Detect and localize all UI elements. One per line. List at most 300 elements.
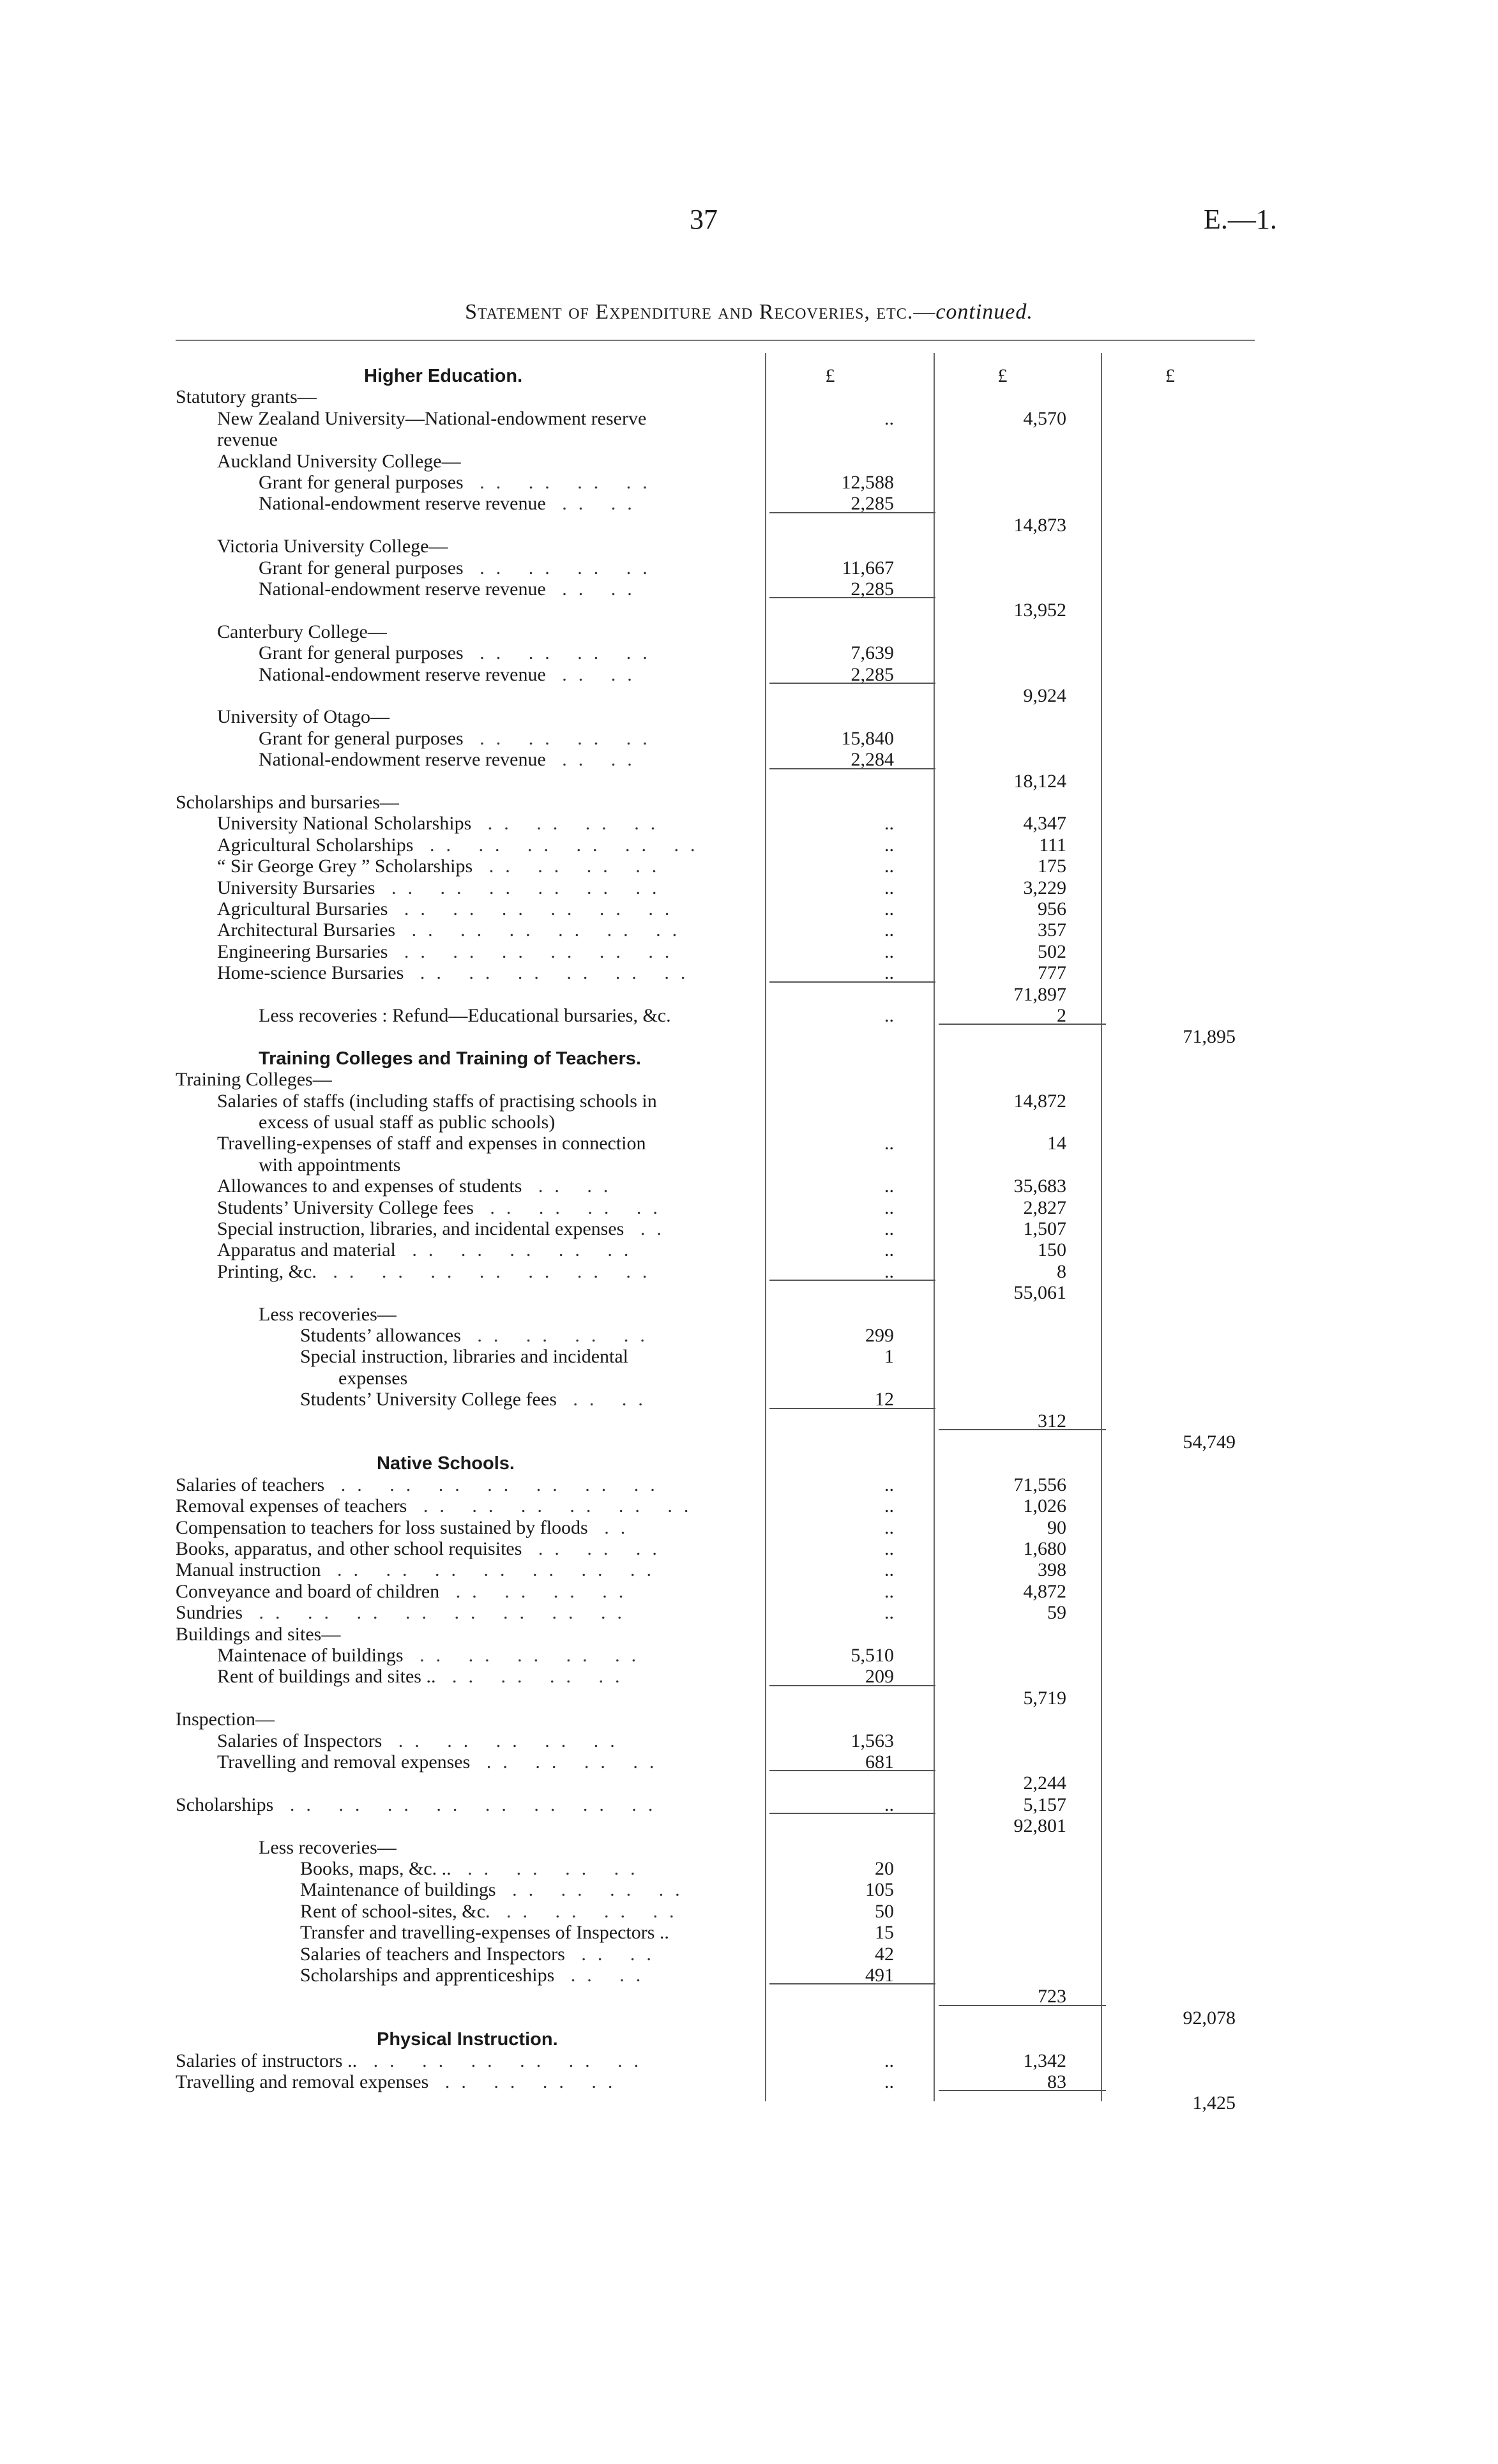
leader-dots: .. .. .. .. [470,1751,666,1772]
row-label-text: National-endowment reserve revenue [259,493,546,514]
row-label-text: Statutory grants— [176,386,317,407]
leader-dots: .. .. .. .. .. .. .. .. [243,1602,633,1623]
row-label [176,792,753,813]
section-heading-row [0,1048,1498,1069]
table-row [0,1197,1498,1219]
row-label-text: Sundries [176,1602,243,1623]
leader-dots: .. .. .. .. .. .. [388,898,681,919]
amount-c1: 209 [865,1666,894,1687]
table-row [0,1154,1498,1176]
leader-dots: .. .. [545,578,644,600]
row-label [259,1154,753,1176]
page-reference: E.—1. [1204,204,1277,235]
row-label-text: Salaries of instructors .. [176,2050,358,2071]
table-row [0,1751,1498,1773]
row-label [300,1325,753,1347]
table-row [0,1837,1498,1859]
table-row [0,2050,1498,2072]
row-label-text: Grant for general purposes [259,642,464,663]
row-label-text: Scholarships and apprenticeships [300,1965,555,1986]
table-row [0,962,1498,984]
table-row [0,515,1498,536]
amount-c1: .. [884,1133,894,1154]
table-row [0,1495,1498,1517]
row-label-text: Inspection— [176,1709,275,1730]
amount-c2: 71,897 [1013,984,1066,1005]
amount-c1: .. [884,1794,894,1815]
amount-c1: .. [884,856,894,877]
amount-c1: .. [884,1197,894,1218]
table-row [0,1091,1498,1112]
table-row [0,1432,1498,1453]
amount-c1: 491 [865,1965,894,1986]
leader-dots: .. [587,1517,637,1538]
title-continued: continued. [935,300,1033,324]
row-label-text: Grant for general purposes [259,728,464,749]
row-label [217,1730,753,1752]
amount-c2: 14,872 [1013,1091,1066,1112]
amount-c2: 3,229 [1023,877,1066,898]
row-label-text: Maintenance of buildings [300,1879,496,1900]
row-label-text: Buildings and sites— [176,1624,341,1645]
row-label [217,1645,753,1667]
amount-c1: 50 [875,1901,894,1922]
row-label-text: Home-science Bursaries [217,962,404,983]
amount-c1: .. [884,877,894,898]
row-label [259,472,753,494]
table-row [0,1517,1498,1539]
table-row [0,557,1498,579]
table-row [0,856,1498,877]
row-label-text: Printing, &c. [217,1261,317,1282]
amount-c2: 150 [1038,1239,1066,1260]
row-label [176,1709,753,1730]
amount-c2: 5,157 [1023,1794,1066,1815]
amount-c1: .. [884,962,894,983]
section-heading-row [0,365,1498,387]
amount-c2: 18,124 [1013,771,1066,792]
leader-dots: .. .. .. .. .. .. [413,835,707,856]
leader-dots: .. .. .. .. [496,1879,692,1900]
row-label-text: Less recoveries : Refund—Educational bursaries, &c. [259,1005,671,1026]
amount-c1: 11,667 [842,557,894,578]
amount-c1: 15,840 [841,728,894,749]
leader-dots: .. .. .. .. [463,472,659,493]
leader-dots: .. .. .. .. .. .. [388,941,681,962]
row-label [176,1495,753,1517]
amount-c3: 54,749 [1183,1432,1236,1453]
leader-dots: .. .. .. .. .. .. [395,919,689,941]
leader-dots: .. .. [522,1175,620,1197]
row-label-text: Engineering Bursaries [217,941,388,962]
row-label [217,898,753,920]
row-label [300,1965,753,1986]
amount-c2: 90 [1047,1517,1066,1538]
leader-dots: .. .. .. .. [460,1325,656,1346]
title-rule [176,340,1255,341]
row-label [217,1091,753,1112]
row-label [176,386,753,408]
table-row [0,984,1498,1006]
leader-dots: .. .. .. .. .. .. [375,877,669,898]
amount-c1: .. [884,1239,894,1260]
amount-c2: £ [997,365,1008,386]
table-row [0,1304,1498,1326]
leader-dots: .. .. .. .. .. .. .. [321,1559,663,1580]
table-row [0,2071,1498,2093]
row-label [217,941,753,963]
amount-c1: 5,510 [851,1645,894,1666]
amount-c2: 723 [1038,1986,1066,2007]
amount-c2: 5,719 [1023,1688,1066,1709]
table-row [0,408,1498,430]
row-label [176,1538,753,1560]
amount-c2: 312 [1038,1410,1066,1432]
row-label [176,1517,753,1539]
table-row [0,451,1498,472]
row-label [259,749,753,771]
leader-dots: .. .. .. .. .. .. [357,2050,651,2071]
amount-c2: 14,873 [1013,515,1066,536]
amount-c1: .. [884,1581,894,1602]
row-label [217,877,753,899]
table-row [0,1069,1498,1091]
table-row [0,1538,1498,1560]
row-label-text: Agricultural Bursaries [217,898,388,919]
table-row [0,1772,1498,1794]
row-label-text: Training Colleges and Training of Teachers. [259,1048,641,1069]
amount-c2: 777 [1038,962,1066,983]
table-row [0,813,1498,835]
amount-c3: 1,425 [1192,2092,1236,2113]
table-row [0,1112,1498,1133]
row-label-text: Students’ University College fees [300,1389,557,1410]
row-label [300,1944,753,1965]
amount-c1: .. [884,2050,894,2071]
table-row [0,1901,1498,1923]
amount-c2: 55,061 [1013,1282,1066,1303]
row-label [217,1218,753,1240]
row-label-text: Allowances to and expenses of students [217,1175,522,1197]
amount-c3: 92,078 [1183,2007,1236,2029]
leader-dots: .. .. .. .. [463,728,659,749]
leader-dots: .. .. .. .. .. .. .. [324,1474,667,1495]
row-label [176,2050,753,2072]
table-row [0,2007,1498,2029]
amount-c2: 83 [1047,2071,1066,2092]
table-row [0,642,1498,664]
row-label-text: Manual instruction [176,1559,321,1580]
table-row [0,1986,1498,2007]
leader-dots: .. .. .. .. .. .. .. [316,1261,659,1282]
row-label [217,1197,753,1219]
table-row [0,877,1498,899]
row-label [300,1901,753,1923]
row-label [217,962,753,984]
row-label-text: Travelling-expenses of staff and expenses in connection [217,1133,646,1154]
leader-dots: .. .. .. .. [451,1858,647,1879]
row-label-text: Conveyance and board of children [176,1581,440,1602]
table-row [0,1709,1498,1730]
leader-dots: .. .. .. .. .. [403,1645,648,1666]
amount-c2: 92,801 [1013,1815,1066,1836]
row-label-text: Books, apparatus, and other school requisites [176,1538,522,1559]
table-row [0,1559,1498,1581]
row-label [300,1858,753,1880]
amount-c1: £ [825,365,835,386]
table-row [0,835,1498,856]
leader-dots: .. .. .. .. [463,557,659,578]
leader-dots: .. .. [545,664,644,685]
row-label [217,1239,753,1261]
table-row [0,493,1498,515]
row-label-text: National-endowment reserve revenue [259,578,546,600]
row-label [217,451,753,472]
amount-c1: 7,639 [851,642,894,663]
row-label-text: Students’ allowances [300,1325,461,1346]
row-label [217,919,753,941]
row-label-text: Canterbury College— [217,621,387,642]
row-label-text: Rent of school-sites, &c. [300,1901,490,1922]
row-label [259,664,753,686]
row-label [259,1005,753,1027]
table-row [0,2092,1498,2114]
row-label [217,408,753,430]
table-row [0,1965,1498,1986]
leader-dots: .. .. .. .. .. .. .. .. [273,1794,665,1815]
amount-c1: 42 [875,1944,894,1965]
row-label [176,1624,753,1645]
leader-dots: .. .. .. .. .. .. [407,1495,700,1516]
row-label [259,728,753,750]
section-heading [377,2029,753,2050]
amount-c1: .. [884,1005,894,1026]
table-row [0,1581,1498,1603]
row-label [217,835,753,856]
leader-dots: .. .. [545,749,644,770]
row-label-text: Salaries of Inspectors [217,1730,382,1751]
amount-c2: 4,570 [1023,408,1066,429]
amount-c1: .. [884,835,894,856]
row-label [217,1261,753,1283]
table-row [0,685,1498,707]
row-label [217,621,753,643]
amount-c2: 8 [1057,1261,1066,1282]
amount-c1: 1,563 [851,1730,894,1751]
amount-c1: 15 [875,1922,894,1943]
row-label [176,1474,753,1496]
table-row [0,771,1498,792]
row-label [217,1666,753,1688]
amount-c2: 398 [1038,1559,1066,1580]
row-label-text: Less recoveries— [259,1837,397,1858]
row-label [259,493,753,515]
row-label-text: excess of usual staff as public schools) [259,1112,556,1133]
amount-c1: .. [884,1261,894,1282]
row-label [176,1069,753,1091]
row-label [217,1175,753,1197]
amount-c2: 4,347 [1023,813,1066,834]
table-row [0,386,1498,408]
row-label-text: Compensation to teachers for loss sustained by floods [176,1517,588,1538]
table-row [0,1005,1498,1027]
table-row [0,1794,1498,1816]
row-label [217,429,753,451]
leader-dots: .. .. .. .. [439,1581,635,1602]
row-label [259,557,753,579]
row-label [217,1133,753,1154]
amount-c1: 20 [875,1858,894,1879]
row-label-text: Travelling and removal expenses [176,2071,429,2092]
row-label-text: Physical Instruction. [377,2029,558,2050]
section-heading-row [0,2029,1498,2050]
leader-dots: .. .. .. .. [435,1666,632,1687]
row-label [259,642,753,664]
row-label-text: Salaries of teachers [176,1474,325,1495]
table-row [0,1858,1498,1880]
row-label [338,1368,753,1389]
leader-dots: .. .. [556,1389,654,1410]
row-label [176,1559,753,1581]
row-label-text: Grant for general purposes [259,472,464,493]
row-label-text: Training Colleges— [176,1069,332,1090]
row-label [259,1837,753,1859]
section-heading-row [0,1453,1498,1474]
row-label [217,813,753,835]
table-row [0,1645,1498,1667]
row-label-text: “ Sir George Grey ” Scholarships [217,856,473,877]
amount-c3: £ [1165,365,1175,386]
amount-c2: 71,556 [1013,1474,1066,1495]
row-label-text: Salaries of teachers and Inspectors [300,1944,565,1965]
row-label [259,1304,753,1326]
row-label-text: with appointments [259,1154,401,1175]
section-heading [259,1048,753,1069]
row-label-text: Travelling and removal expenses [217,1751,471,1772]
amount-c1: .. [884,1495,894,1516]
amount-c1: .. [884,1538,894,1559]
row-label [300,1879,753,1901]
leader-dots: .. .. [564,1944,663,1965]
leader-dots: .. .. .. .. [490,1901,686,1922]
page-title [0,300,1498,324]
leader-dots: .. .. .. .. .. [382,1730,626,1751]
amount-c1: .. [884,813,894,834]
amount-c2: 4,872 [1023,1581,1066,1602]
amount-c2: 2,244 [1023,1772,1066,1794]
row-label [300,1346,753,1368]
table-row [0,429,1498,451]
table-row [0,1944,1498,1965]
row-label-text: University of Otago— [217,706,390,727]
amount-c1: .. [884,1559,894,1580]
amount-c2: 175 [1038,856,1066,877]
section-heading [377,1453,753,1474]
leader-dots: .. .. .. .. .. [395,1239,640,1260]
row-label-text: Scholarships [176,1794,274,1815]
amount-c1: .. [884,1517,894,1538]
amount-c1: 2,284 [851,749,894,770]
section-heading [364,365,753,387]
row-label-text: Grant for general purposes [259,557,464,578]
row-label-text: Books, maps, &c. .. [300,1858,451,1879]
row-label-text: New Zealand University—National-endowment reserve [217,408,647,429]
table-row [0,1922,1498,1944]
table-row [0,706,1498,728]
amount-c1: 2,285 [851,664,894,685]
amount-c2: 9,924 [1023,685,1066,706]
leader-dots: .. .. [545,493,644,514]
row-label [176,2071,753,2093]
amount-c1: .. [884,408,894,429]
leader-dots: .. [624,1218,673,1239]
leader-dots: .. .. .. [522,1538,669,1559]
row-label [259,578,753,600]
amount-c1: .. [884,1474,894,1495]
table-row [0,1624,1498,1645]
leader-dots: .. .. .. .. [471,813,667,834]
table-row [0,941,1498,963]
row-label-text: Native Schools. [377,1453,515,1474]
row-label-text: University Bursaries [217,877,375,898]
row-label [217,856,753,877]
table-row [0,600,1498,621]
row-label [176,1794,753,1816]
page-number: 37 [690,204,718,235]
row-label-text: Scholarships and bursaries— [176,792,399,813]
amount-c1: 2,285 [851,578,894,600]
row-label-text: Apparatus and material [217,1239,396,1260]
amount-c1: .. [884,1602,894,1623]
amount-c1: .. [884,2071,894,2092]
table-row [0,1879,1498,1901]
amount-c1: .. [884,941,894,962]
row-label-text: Special instruction, libraries and incidental [300,1346,629,1367]
row-label-text: Transfer and travelling-expenses of Inspectors .. [300,1922,669,1943]
amount-c2: 1,680 [1023,1538,1066,1559]
leader-dots: .. .. .. .. [473,1197,669,1218]
row-label-text: National-endowment reserve revenue [259,749,546,770]
amount-c2: 59 [1047,1602,1066,1623]
amount-c2: 35,683 [1013,1175,1066,1197]
row-label-text: Maintenace of buildings [217,1645,404,1666]
table-row [0,1346,1498,1368]
table-row [0,1666,1498,1688]
row-label-text: Less recoveries— [259,1304,397,1325]
table-row [0,792,1498,813]
amount-c2: 2,827 [1023,1197,1066,1218]
leader-dots: .. .. .. .. [463,642,659,663]
row-label [300,1389,753,1410]
row-label-text: Higher Education. [364,366,523,386]
amount-c2: 1,342 [1023,2050,1066,2071]
row-label-text: National-endowment reserve revenue [259,664,546,685]
row-label-text: University National Scholarships [217,813,472,834]
amount-c1: 12 [875,1389,894,1410]
table-row [0,1218,1498,1240]
row-label [259,1112,753,1133]
amount-c2: 14 [1047,1133,1066,1154]
amount-c2: 13,952 [1013,600,1066,621]
leader-dots: .. .. .. .. [428,2071,624,2092]
table-row [0,1282,1498,1304]
row-label-text: Agricultural Scholarships [217,835,414,856]
table-row [0,578,1498,600]
table-row [0,1368,1498,1389]
row-label [176,1602,753,1624]
table-row [0,1325,1498,1347]
row-label-text: Special instruction, libraries, and incidental expenses [217,1218,624,1239]
